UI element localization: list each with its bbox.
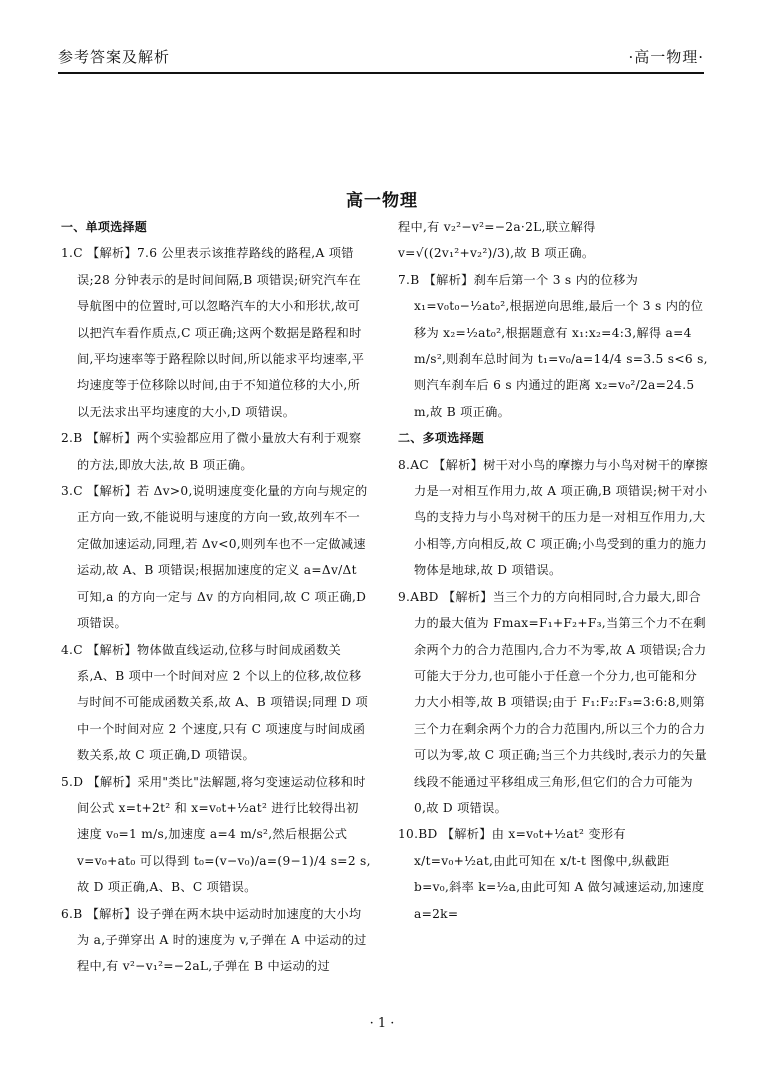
answer-2: 2.B 【解析】两个实验都应用了微小量放大有利于观察的方法,即放大法,故 B 项正确。 bbox=[61, 431, 362, 472]
answer-6: 6.B 【解析】设子弹在两木块中运动时加速度的大小均为 a,子弹穿出 A 时的速度为 v,子弹在 A 中运动的过程中,有 v²−v₁²=−2aL,子弹在 B 中运动的过 bbox=[61, 906, 367, 974]
answer-4: 4.C 【解析】物体做直线运动,位移与时间成函数关系,A、B 项中一个时间对应 2 个以上的位移,故位移与时间不可能成函数关系,故 A、B 项错误;同理 D 项中一个时间对应 2 个速度,只有 C 项速度与时间成函数关系,故 C 项正确,D 项错误。 bbox=[61, 642, 368, 763]
page-title: 高一物理 bbox=[346, 191, 418, 211]
section-multi-choice: 二、多项选择题 bbox=[398, 431, 485, 446]
answer-6-continued: 程中,有 v₂²−v²=−2a·2L,联立解得 v=√((2v₁²+v₂²)/3),故 B 项正确。 bbox=[398, 220, 596, 261]
answer-7: 7.B 【解析】刹车后第一个 3 s 内的位移为 x₁=v₀t₀−½at₀²,根据逆向思维,最后一个 3 s 内的位移为 x₂=½at₀²,根据题意有 x₁:x₂=4:3,解得 a=4 m/s²,则刹车总时间为 t₁=v₀/a=14/4 s=3.5 s<6 s,则汽车刹车后 6 s 内通过的距离 x₂=v₀²/2a=24.5 m,故 B 项正确。 bbox=[398, 272, 708, 419]
header-left: 参考答案及解析 bbox=[58, 48, 171, 66]
header-rule bbox=[58, 72, 704, 74]
answer-10: 10.BD 【解析】由 x=v₀t+½at² 变形有 x/t=v₀+½at,由此可知在 x/t-t 图像中,纵截距 b=v₀,斜率 k=½a,由此可知 A 做匀减速运动,加速度 a=2k= bbox=[398, 827, 705, 921]
answer-9: 9.ABD 【解析】当三个力的方向相同时,合力最大,即合力的最大值为 Fmax=F₁+F₂+F₃,当第三个力不在剩余两个力的合力范围内,合力不为零,故 A 项错误;合力可能大于分力,也可能小于任意一个分力,也可能和分力大小相等,故 B 项错误;由于 F₁:F₂:F₃=3:6:8,则第三个力在剩余两个力的合力范围内,所以三个力的合力可以为零,故 C 项正确;当三个力共线时,表示力的矢量线段不能通过平移组成三角形,但它们的合力可能为 0,故 D 项错误。 bbox=[398, 589, 707, 815]
page-number: · 1 · bbox=[369, 1016, 395, 1031]
answer-3: 3.C 【解析】若 Δv>0,说明速度变化量的方向与规定的正方向一致,不能说明与速度的方向一致,故列车不一定做加速运动,同理,若 Δv<0,则列车也不一定做减速运动,故 A、B 项错误;根据加速度的定义 a=Δv/Δt 可知,a 的方向一定与 Δv 的方向相同,故 C 项正确,D 项错误。 bbox=[61, 484, 368, 631]
answer-5: 5.D 【解析】采用"类比"法解题,将匀变速运动位移和时间公式 x=t+2t² 和 x=v₀t+½at² 进行比较得出初速度 v₀=1 m/s,加速度 a=4 m/s²,然后根据公式 v=v₀+at₀ 可以得到 t₀=(v−v₀)/a=(9−1)/4 s=2 s,故 D 项正确,A、B、C 项错误。 bbox=[61, 774, 371, 895]
right-column bbox=[398, 214, 708, 927]
answer-8: 8.AC 【解析】树干对小鸟的摩擦力与小鸟对树干的摩擦力是一对相互作用力,故 A 项正确,B 项错误;树干对小鸟的支持力与小鸟对树干的压力是一对相互作用力,大小相等,方向相反,故 C 项正确;小鸟受到的重力的施力物体是地球,故 D 项错误。 bbox=[398, 457, 708, 578]
answer-1: 1.C 【解析】7.6 公里表示该推荐路线的路程,A 项错误;28 分钟表示的是时间间隔,B 项错误;研究汽车在导航图中的位置时,可以忽略汽车的大小和形状,故可以把汽车看作质点,C 项正确;这两个数据是路程和时间,平均速率等于路程除以时间,所以能求平均速率,平均速度等于位移除以时间,由于不知道位移的大小,所以无法求出平均速度的大小,D 项错误。 bbox=[61, 246, 365, 419]
page-header bbox=[58, 46, 704, 70]
section-single-choice: 一、单项选择题 bbox=[61, 220, 148, 234]
header-right: ·高一物理· bbox=[628, 48, 704, 66]
left-column bbox=[61, 214, 371, 980]
